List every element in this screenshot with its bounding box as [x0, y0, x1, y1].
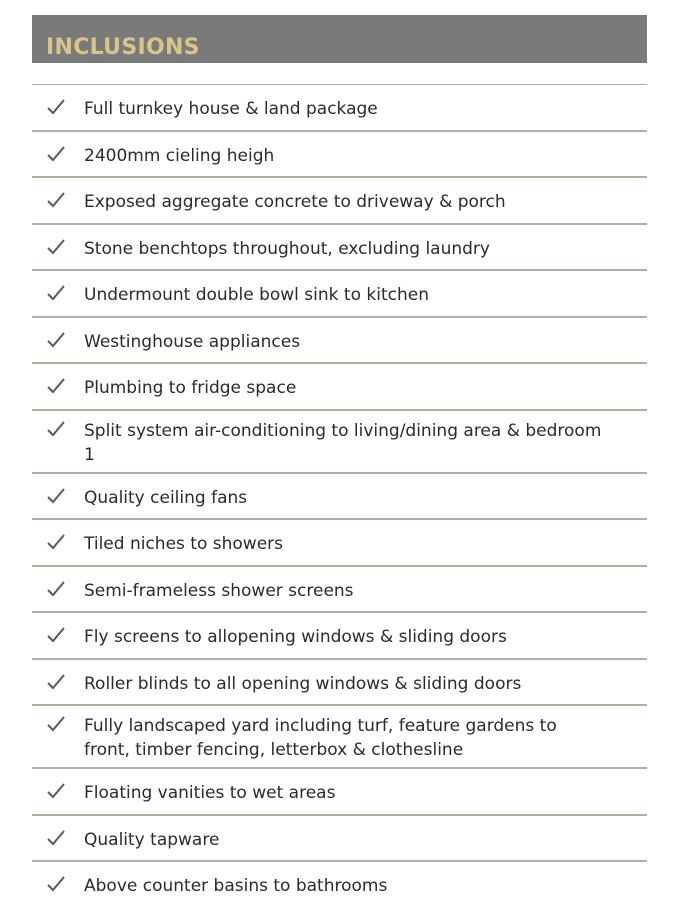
- list-item: [32, 85, 647, 132]
- list-item-label: Roller blinds to all opening windows & sliding doors: [84, 673, 522, 694]
- list-item-label: Quality ceiling fans: [84, 487, 248, 508]
- list-item: [32, 862, 647, 909]
- checkmark-icon: [46, 330, 66, 350]
- list-item: [32, 706, 647, 769]
- page-title: INCLUSIONS: [46, 35, 200, 60]
- list-item: [32, 364, 647, 411]
- checkmark-icon: [46, 714, 66, 734]
- list-item: [32, 567, 647, 614]
- checkmark-icon: [46, 144, 66, 164]
- list-item-label: 2400mm cieling heigh: [84, 145, 275, 166]
- checkmark-icon: [46, 486, 66, 506]
- list-item-label: Above counter basins to bathrooms: [84, 876, 388, 896]
- list-item-label: Floating vanities to wet areas: [84, 783, 336, 803]
- list-item: [32, 769, 647, 816]
- list-item: [32, 613, 647, 660]
- list-item-label: Exposed aggregate concrete to driveway & porch: [84, 192, 506, 212]
- list-item-label: Plumbing to fridge space: [84, 378, 297, 398]
- list-item: [32, 318, 647, 365]
- checkmark-icon: [46, 781, 66, 801]
- list-item-label: Westinghouse appliances: [84, 331, 301, 352]
- checkmark-icon: [46, 376, 66, 396]
- checkmark-icon: [46, 237, 66, 257]
- list-item: [32, 816, 647, 863]
- list-item-label: Full turnkey house & land package: [84, 99, 378, 119]
- list-item: [32, 474, 647, 521]
- list-item-label: Split system air-conditioning to living/dining area & bedroom 1: [84, 420, 602, 465]
- checkmark-icon: [46, 874, 66, 894]
- checkmark-icon: [46, 672, 66, 692]
- list-item: [32, 411, 647, 474]
- list-item-label: Undermount double bowl sink to kitchen: [84, 285, 429, 305]
- list-item-label: Fly screens to allopening windows & sliding doors: [84, 627, 507, 647]
- inclusions-header: [32, 15, 647, 63]
- checkmark-icon: [46, 532, 66, 552]
- inclusions-panel: [32, 15, 647, 909]
- checkmark-icon: [46, 579, 66, 599]
- list-item: [32, 178, 647, 225]
- list-item-label: Quality tapware: [84, 829, 220, 850]
- list-item: [32, 520, 647, 567]
- list-item-label: Fully landscaped yard including turf, feature gardens to front, timber fencing, letterbox & clothesline: [84, 716, 557, 760]
- list-item: [32, 271, 647, 318]
- list-item-label: Semi-frameless shower screens: [84, 580, 354, 601]
- list-item: [32, 132, 647, 179]
- checkmark-icon: [46, 419, 66, 439]
- inclusions-list: [32, 84, 647, 909]
- checkmark-icon: [46, 190, 66, 210]
- checkmark-icon: [46, 97, 66, 117]
- list-item-label: Stone benchtops throughout, excluding laundry: [84, 238, 490, 259]
- checkmark-icon: [46, 283, 66, 303]
- list-item-label: Tiled niches to showers: [84, 534, 284, 554]
- list-item: [32, 660, 647, 707]
- checkmark-icon: [46, 828, 66, 848]
- checkmark-icon: [46, 625, 66, 645]
- list-item: [32, 225, 647, 272]
